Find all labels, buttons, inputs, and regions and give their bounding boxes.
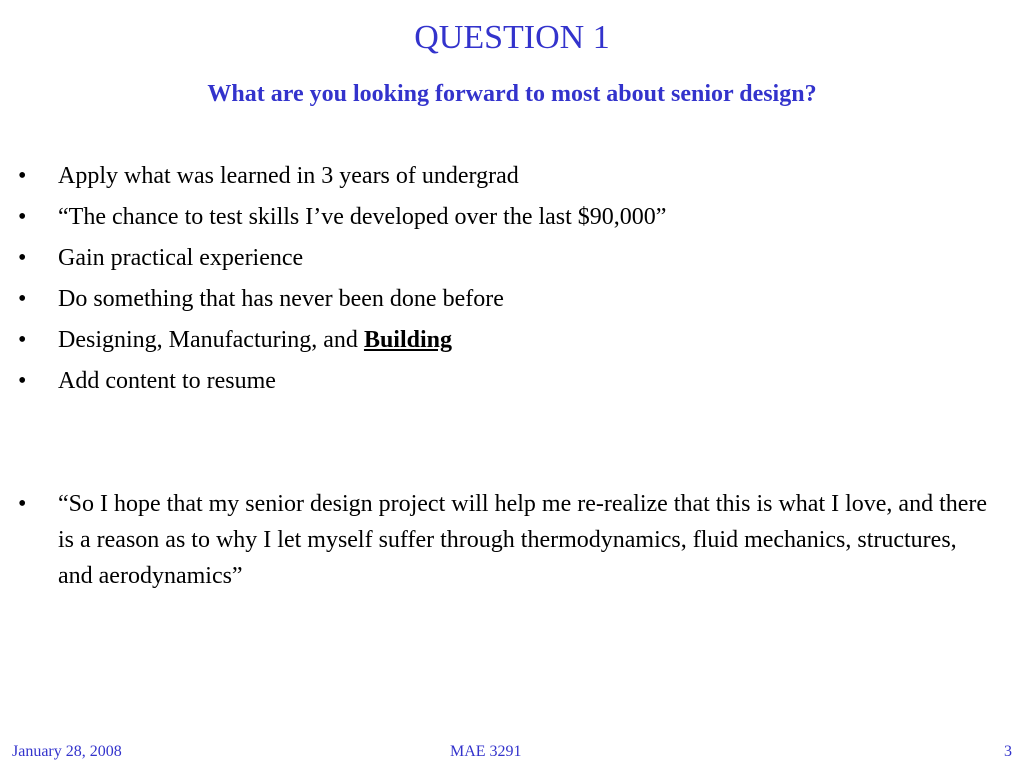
bullet-item: • Add content to resume xyxy=(0,361,998,402)
footer-page-number: 3 xyxy=(1004,743,1012,760)
footer-date: January 28, 2008 xyxy=(12,743,122,760)
slide-title: QUESTION 1 xyxy=(414,19,610,56)
bullet-list xyxy=(0,156,998,402)
slide-subtitle: What are you looking forward to most about senior design? xyxy=(207,81,817,107)
bullet-item: • Apply what was learned in 3 years of undergrad xyxy=(0,156,998,197)
bullet-item: • Do something that has never been done before xyxy=(0,279,998,320)
bullet-item: • “The chance to test skills I’ve developed over the last $90,000” xyxy=(0,197,998,238)
quote-list xyxy=(0,486,988,594)
bullet-text: Designing, Manufacturing, and xyxy=(58,327,364,353)
quote-item: • “So I hope that my senior design project will help me re-realize that this is what I love, and there is a reason as to why I let myself suffer through thermodynamics, fluid mechanics, structures, and aerodynamics” xyxy=(0,486,988,594)
footer-course: MAE 3291 xyxy=(450,743,522,760)
bullet-emphasis: Building xyxy=(363,327,452,353)
bullet-item: • Gain practical experience xyxy=(0,238,998,279)
bullet-item xyxy=(0,320,998,361)
